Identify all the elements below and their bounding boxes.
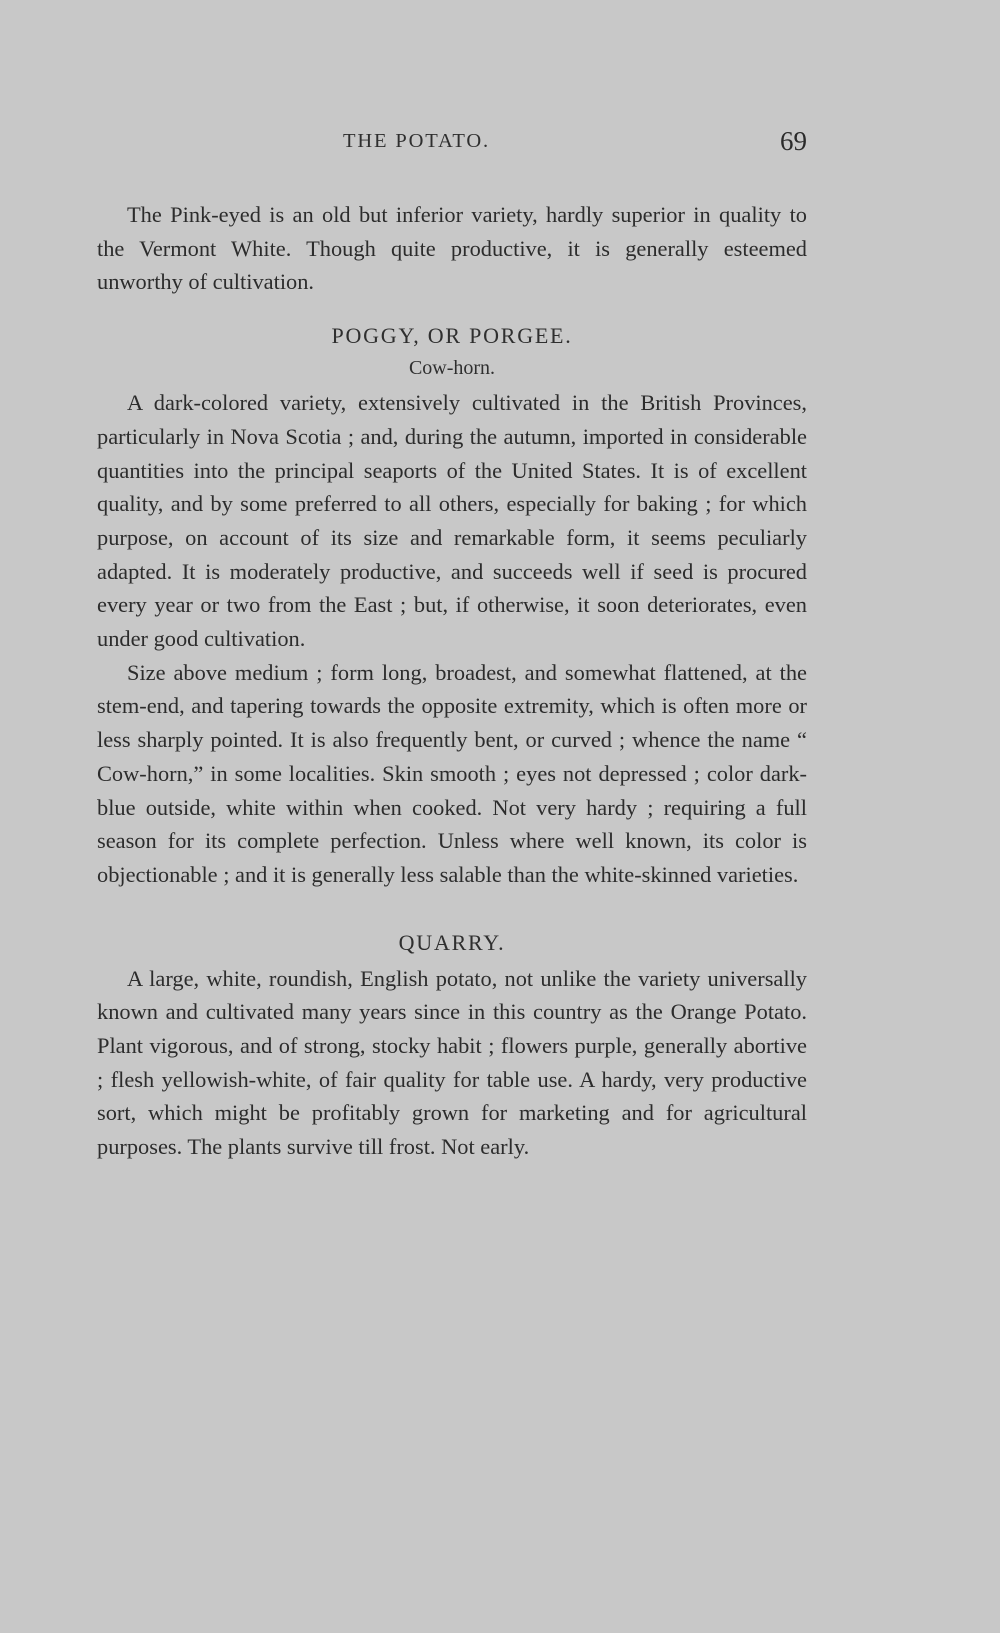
- running-header: [97, 126, 807, 170]
- paragraph-poggy-1: A dark-colored variety, extensively cultivated in the British Provinces, particularly in Nova Scotia ; and, during the autumn, imported in considerable quantities into the principal seaports of the United States. It is of excellent quality, and by some preferred to all others, especially for baking ; for which purpose, on account of its size and remarkable form, it seems peculiarly adapted. It is moderately productive, and succeeds well if seed is procured every year or two from the East ; but, if otherwise, it soon deteriorates, even under good cultivation.: [97, 390, 807, 652]
- section-heading-poggy: POGGY, OR PORGEE.: [331, 323, 573, 349]
- section-heading-quarry: QUARRY.: [398, 929, 506, 955]
- page-number: 69: [780, 126, 807, 156]
- running-head-title: THE POTATO.: [343, 130, 490, 152]
- paragraph-pink-eyed: The Pink-eyed is an old but inferior variety, hardly superior in quality to the Vermont White. Though quite productive, it is generally esteemed unworthy of cultivation.: [97, 202, 807, 295]
- paragraph-poggy-2: Size above medium ; form long, broadest, and somewhat flattened, at the stem-end, and tapering towards the opposite extremity, which is often more or less sharply pointed. It is also frequently bent, or curved ; whence the name “ Cow-horn,” in some localities. Skin smooth ; eyes not depressed ; color dark-blue outside, white within when cooked. Not very hardy ; requiring a full season for its complete perfection. Unless where well known, its color is objectionable ; and it is generally less salable than the white-skinned varieties.: [97, 659, 807, 887]
- page-content: [97, 126, 807, 1164]
- paragraph-quarry: A large, white, roundish, English potato, not unlike the variety universally known and cultivated many years since in this country as the Orange Potato. Plant vigorous, and of strong, stocky habit ; flowers purple, generally abortive ; flesh yellowish-white, of fair quality for table use. A hardy, very productive sort, which might be profitably grown for marketing and for agricultural purposes. The plants survive till frost. Not early.: [97, 965, 807, 1160]
- section-subheading-cow-horn: Cow-horn.: [408, 357, 496, 380]
